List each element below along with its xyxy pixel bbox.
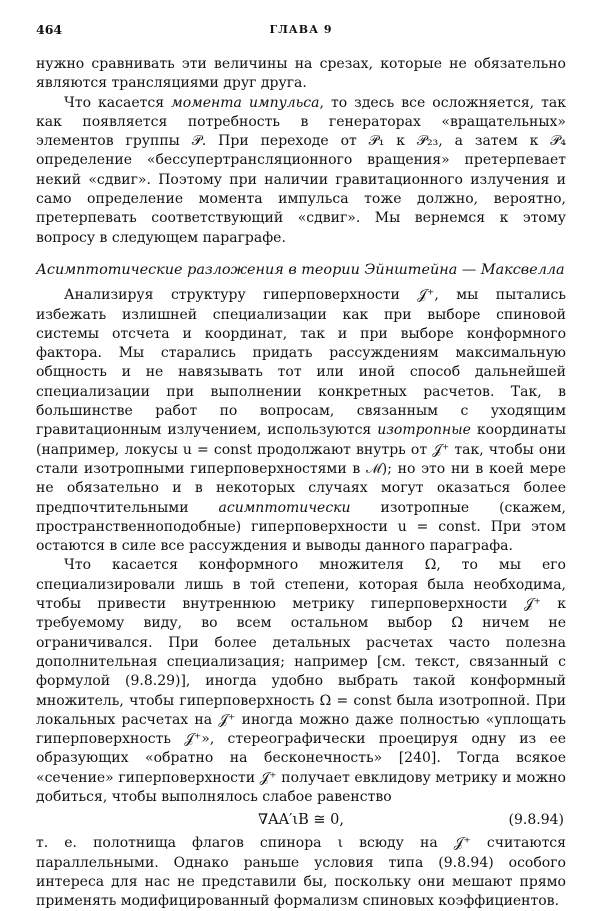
emphasis: асимптотически [218,499,351,516]
paragraph-analysis [36,286,566,556]
page-number: 464 [36,22,63,37]
emphasis: момента импульса [171,94,320,111]
emphasis: изотропные [377,422,471,439]
text-span: Анализируя структуру гиперповерхности 𝒥⁺, мы пытались избежать излишней специализации как при выборе спиновой системы отсчета и координат, так и при выборе конформного фактора. Мы старались придать рассуждениям максимальную общность и не навязывать тот или иной способ дальнейшей специализации при выполнении конкретных расчетов. Так, в большинстве работ по вопросам, связанным с уходящим гравитационным излучением, используются [36,287,566,439]
page [36,20,566,911]
section-heading: Асимптотические разложения в теории Эйнштейна — Максвелла [36,261,565,278]
text-span: Что касается [64,94,172,111]
paragraph-continuation: нужно сравнивать эти величины на срезах, которые не обязательно являются трансляциями друг друга. [36,56,566,92]
running-header [36,20,566,42]
paragraph-angular-momentum [36,94,566,248]
paragraph-conformal-factor: Что касается конформного множителя Ω, то мы его специализировали лишь в той степени, которая была необходима, чтобы привести внутреннюю метрику гиперповерхности 𝒥⁺ к требуемому виду, во всем остальном выбор Ω ничем не ограничивался. При более детальных расчетах часто полезна дополнительная специализация; например [см. текст, связанный с формулой (9.8.29)], иногда удобно выбрать такой конформный множитель, чтобы гиперповерхность Ω = const была изотропной. При локальных расчетах на 𝒥⁺ иногда можно даже полностью «уплощать гиперповерхность 𝒥⁺», стереографически проецируя одну из ее образующих «обратно на бесконечность» [240]. Тогда всякое «сечение» гиперповерхности 𝒥⁺ получает евклидову метрику и можно добиться, чтобы выполнялось слабое равенство [36,557,566,805]
text-span: , то здесь все осложняется, так как появляется потребность в генераторах «вращательных» элементов группы 𝒫. При переходе от 𝒫₁ к 𝒫₂₃, а затем к 𝒫₄ определение «бессупертрансляционного вращения» претерпевает некий «сдвиг». Поэтому при наличии гравитационного излучения и само определение момента импульса тоже должно, вероятно, претерпевать соответствующий «сдвиг». Мы вернемся к этому вопросу в следующем параграфе. [36,94,566,246]
equation-number: (9.8.94) [508,812,564,829]
chapter-title: ГЛАВА 9 [269,23,333,36]
equation-body: ∇AA′ιB ≅ 0, [258,812,344,829]
display-equation [36,809,566,833]
text-span: координаты (например, локусы u = const продолжают внутрь от 𝒥⁺ так, чтобы они стали изотропными гиперповерхностями в ℳ); но это ни в коей мере не обязательно и в некоторых случаях могут оказаться более предпочтительными [36,422,566,516]
text-span: изотропные (скажем, пространственноподобные) гиперповерхности u = const. При этом остаются в силе все рассуждения и выводы данного параграфа. [36,499,566,555]
body-text [36,55,566,911]
paragraph-flag-planes: т. е. полотнища флагов спинора ι всюду на 𝒥⁺ считаются параллельными. Однако раньше условия типа (9.8.94) особого интереса для нас не представили бы, поскольку они мешают прямо применять модифицированный формализм спиновых коэффициентов. [36,835,566,910]
